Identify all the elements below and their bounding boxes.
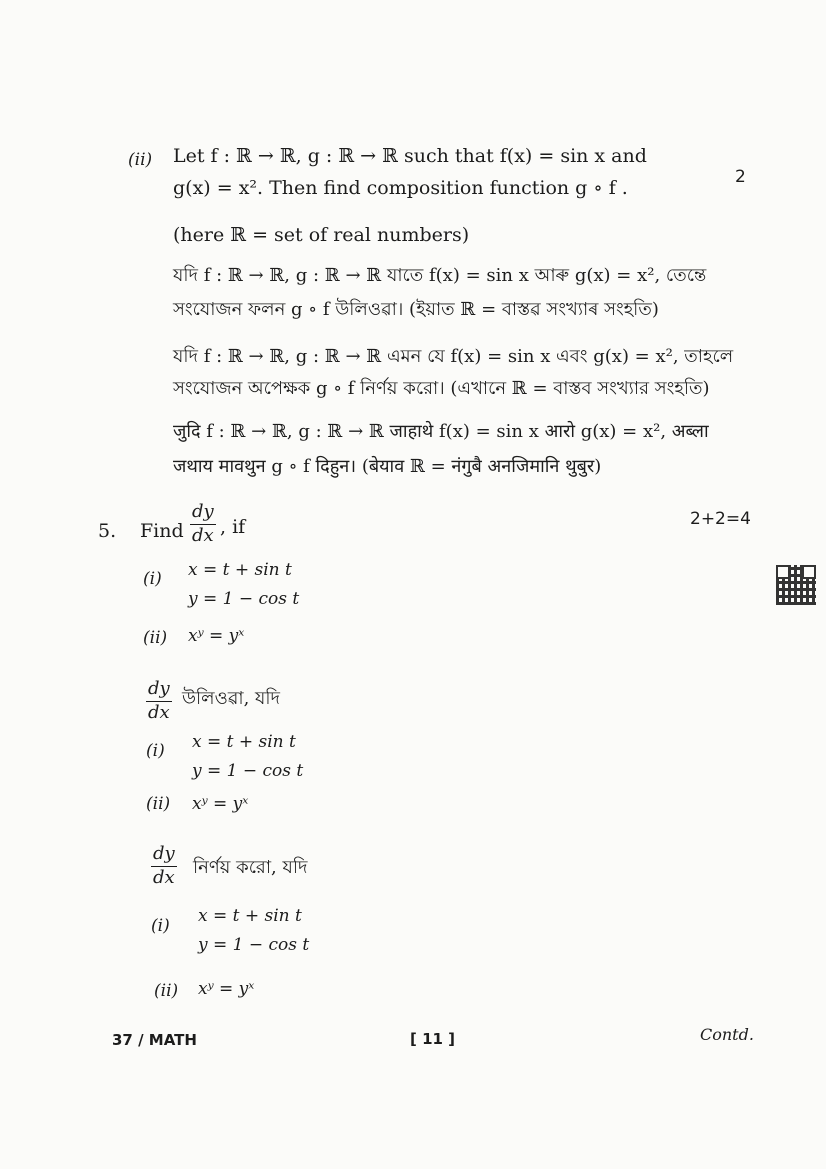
footer-page-number: [ 11 ]: [410, 1030, 456, 1048]
q4ii-assamese-line2: সংযোজন ফলন g ∘ f উলিওৱা। (ইয়াত ℝ = বাস্তৱ সংখ্যাৰ সংহতি): [173, 299, 659, 320]
q5-bn-ii-eq: xʸ = yˣ: [198, 979, 255, 999]
q5-bn-frac-num: dy: [151, 845, 177, 867]
q5-as-i-label: (i): [146, 741, 165, 761]
q5-bn-i-eq1: x = t + sin t: [198, 906, 302, 926]
q5-as-ii-label: (ii): [146, 794, 171, 814]
q5-as-frac-den: dx: [148, 701, 170, 723]
footer-paper-code: 37 / MATH: [112, 1031, 197, 1049]
q4ii-assamese-line1: যদি f : ℝ → ℝ, g : ℝ → ℝ যাতে f(x) = sin x আৰু g(x) = x², তেন্তে: [173, 265, 707, 286]
q5-as-ii-eq: xʸ = yˣ: [192, 794, 249, 814]
q5-number: 5.: [98, 520, 117, 542]
q5-derivative-fraction: [190, 503, 216, 546]
q5-frac-den: dx: [192, 524, 214, 546]
q4ii-bodo-line2: जथाय मावथुन g ∘ f दिहुन। (बेयाव ℝ = नंगुबै अनजिमानि थुबुर): [173, 456, 602, 477]
q5-bn-fraction: [151, 845, 177, 888]
q4ii-bengali-line2: সংযোজন অপেক্ষক g ∘ f নির্ণয় করো। (এখানে ℝ = বাস্তব সংখ্যার সংহতি): [173, 378, 710, 399]
q5-bn-i-label: (i): [151, 916, 170, 936]
q5-en-ii-label: (ii): [143, 628, 168, 648]
q5-if: , if: [220, 516, 246, 538]
q5-frac-num: dy: [190, 503, 216, 525]
q5-en-i-eq1: x = t + sin t: [188, 560, 292, 580]
footer-contd: Contd.: [700, 1025, 754, 1044]
qr-code-icon: [776, 565, 816, 605]
q4ii-bodo-line1: जुदि f : ℝ → ℝ, g : ℝ → ℝ जाहाथे f(x) = sin x आरो g(x) = x², अब्ला: [173, 421, 709, 442]
q5-bn-frac-den: dx: [153, 866, 175, 888]
q4ii-line2: g(x) = x². Then find composition function g ∘ f .: [173, 177, 628, 199]
q4ii-label: (ii): [128, 150, 153, 170]
q4ii-marks: 2: [735, 167, 746, 187]
q5-bn-i-eq2: y = 1 − cos t: [198, 935, 310, 955]
q5-as-text: উলিওৱা, যদি: [182, 688, 281, 709]
q5-bn-ii-label: (ii): [154, 981, 179, 1001]
q5-en-i-label: (i): [143, 569, 162, 589]
q5-en-ii-eq: xʸ = yˣ: [188, 626, 245, 646]
q5-as-i-eq2: y = 1 − cos t: [192, 761, 304, 781]
q5-as-frac-num: dy: [146, 680, 172, 702]
q5-bn-text: নির্ণয় করো, যদি: [193, 857, 308, 878]
q4ii-line3: (here ℝ = set of real numbers): [173, 224, 470, 246]
q5-en-i-eq2: y = 1 − cos t: [188, 589, 300, 609]
q5-as-i-eq1: x = t + sin t: [192, 732, 296, 752]
q4ii-bengali-line1: যদি f : ℝ → ℝ, g : ℝ → ℝ এমন যে f(x) = sin x এবং g(x) = x², তাহলে: [173, 346, 734, 367]
q5-marks: 2+2=4: [690, 509, 751, 529]
q4ii-line1: Let f : ℝ → ℝ, g : ℝ → ℝ such that f(x) = sin x and: [173, 145, 647, 167]
q5-find: Find: [140, 520, 184, 542]
q5-as-fraction: [146, 680, 172, 723]
